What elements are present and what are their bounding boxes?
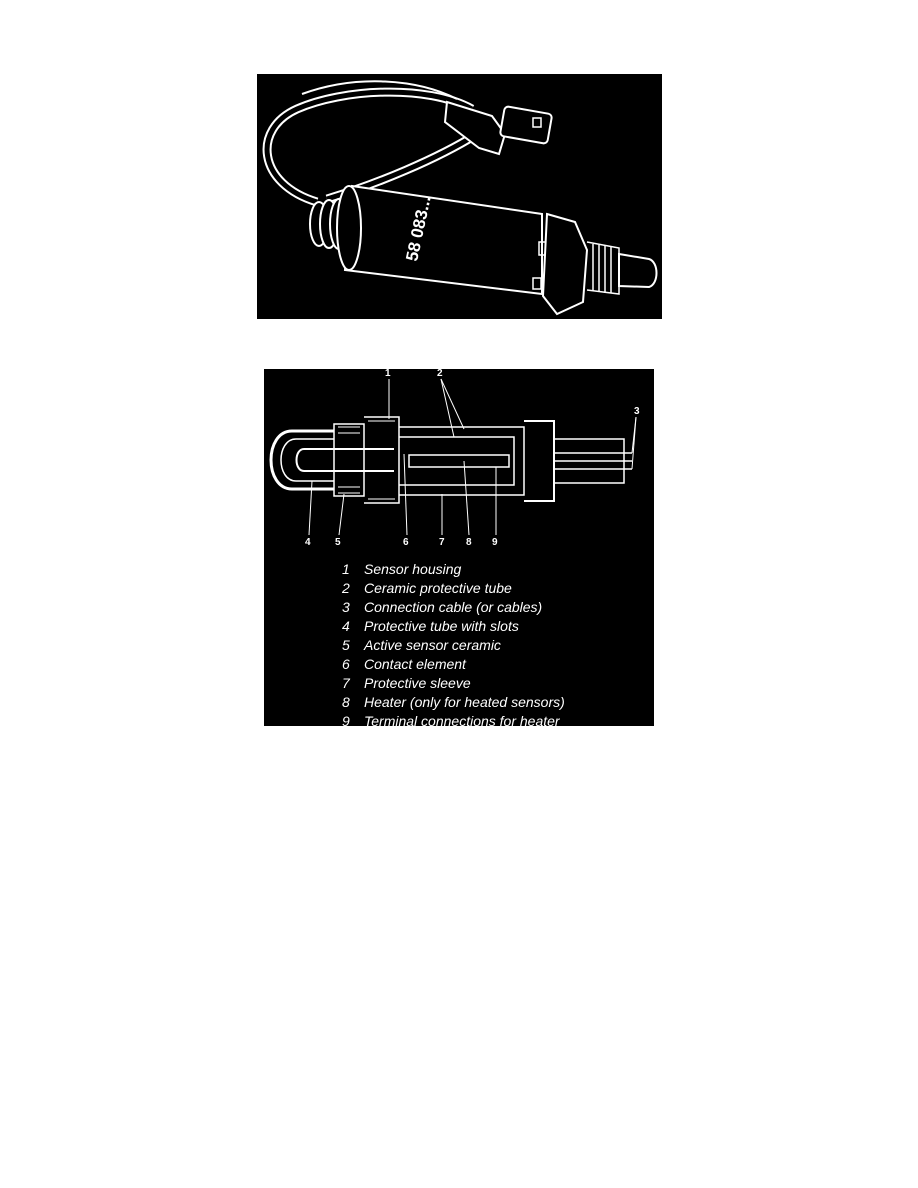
ceramic-tube [399, 437, 514, 485]
callout-6: 6 [403, 537, 409, 548]
hex-nut [543, 214, 587, 314]
heater [409, 455, 509, 467]
legend-item: 6 Contact element [342, 656, 466, 672]
thread [587, 242, 619, 294]
callout-7: 7 [439, 537, 445, 548]
legend-item: 2 Ceramic protective tube [342, 580, 512, 596]
legend-item: 7 Protective sleeve [342, 675, 471, 691]
callout-4: 4 [305, 537, 311, 548]
housing-thread [334, 424, 364, 496]
leader-lines [309, 379, 636, 535]
housing-hex [364, 417, 399, 503]
legend-item: 4 Protective tube with slots [342, 618, 519, 634]
part-marking: 58 083... [402, 194, 435, 263]
cross-section-panel [264, 369, 654, 726]
sensor-body-end [337, 186, 361, 270]
callout-8: 8 [466, 537, 472, 548]
oxygen-sensor-illustration [257, 74, 662, 319]
connector-slot [533, 118, 541, 127]
protective-tube-inner [281, 439, 334, 481]
cross-section-drawing [264, 369, 654, 559]
callout-9: 9 [492, 537, 498, 548]
callout-3: 3 [634, 406, 640, 417]
legend-item: 5 Active sensor ceramic [342, 637, 501, 653]
callout-2: 2 [437, 369, 443, 379]
protective-sleeve [524, 421, 554, 501]
sensor-body [345, 186, 542, 294]
legend-item: 1 Sensor housing [342, 561, 462, 577]
callout-1: 1 [385, 369, 391, 379]
sensor-ceramic [297, 449, 395, 471]
connector-plug [500, 106, 552, 144]
legend-item: 8 Heater (only for heated sensors) [342, 694, 565, 710]
legend-item: 3 Connection cable (or cables) [342, 599, 543, 615]
legend-item: 9 Terminal connections for heater [342, 713, 560, 726]
thread-hatching [338, 421, 395, 499]
callout-5: 5 [335, 537, 341, 548]
sensor-photo [257, 74, 662, 319]
probe-tip [619, 254, 657, 287]
